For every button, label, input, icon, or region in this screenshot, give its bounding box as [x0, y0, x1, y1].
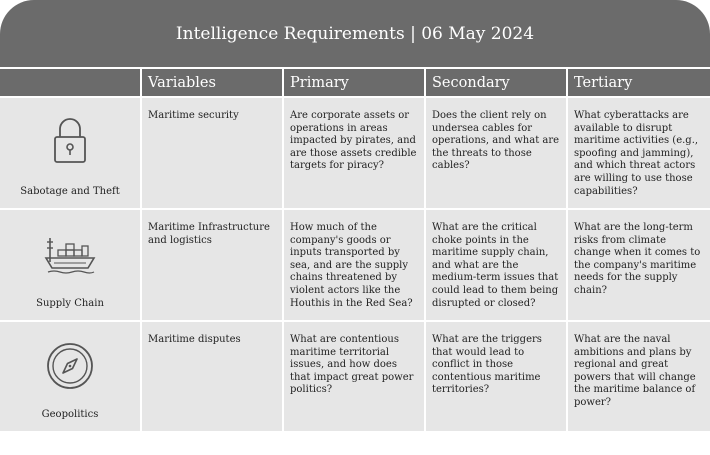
variable-cell: Maritime disputes	[142, 322, 282, 431]
cargo-ship-icon	[39, 228, 101, 280]
row-label: Supply Chain	[36, 298, 104, 309]
row-header-supply-chain	[0, 210, 140, 320]
variable-cell: Maritime security	[142, 98, 282, 208]
column-header-primary: Primary	[284, 69, 424, 96]
secondary-cell: What are the critical choke points in the maritime supply chain, and what are the medium-term issues that could lead to them being disrupted or closed?	[426, 210, 566, 320]
column-header-variables: Variables	[142, 69, 282, 96]
column-header-tertiary: Tertiary	[568, 69, 710, 96]
primary-cell: What are contentious maritime territorial issues, and how does that impact great power politics?	[284, 322, 424, 431]
tertiary-cell: What are the naval ambitions and plans by regional and great powers that will change the maritime balance of power?	[568, 322, 710, 431]
column-header-secondary: Secondary	[426, 69, 566, 96]
page-title: Intelligence Requirements | 06 May 2024	[0, 0, 710, 67]
row-header-geopolitics	[0, 322, 140, 431]
secondary-cell: What are the triggers that would lead to conflict in those contentious maritime territories?	[426, 322, 566, 431]
secondary-cell: Does the client rely on undersea cables for operations, and what are the threats to those cables?	[426, 98, 566, 208]
row-header-sabotage	[0, 98, 140, 208]
primary-cell: How much of the company's goods or inputs transported by sea, and are the supply chains threatened by violent actors like the Houthis in the Red Sea?	[284, 210, 424, 320]
primary-cell: Are corporate assets or operations in areas impacted by pirates, and are those assets credible targets for piracy?	[284, 98, 424, 208]
row-label: Geopolitics	[41, 409, 99, 420]
tertiary-cell: What are the long-term risks from climate change when it comes to the company's maritime needs for the supply chain?	[568, 210, 710, 320]
padlock-icon	[44, 114, 96, 166]
requirements-grid	[0, 69, 710, 431]
row-label: Sabotage and Theft	[20, 186, 120, 197]
header-corner	[0, 69, 140, 96]
tertiary-cell: What cyberattacks are available to disrupt maritime activities (e.g., spoofing and jamming), and which threat actors are willing to use those capabilities?	[568, 98, 710, 208]
compass-icon	[44, 340, 96, 392]
variable-cell: Maritime Infrastructure and logistics	[142, 210, 282, 320]
